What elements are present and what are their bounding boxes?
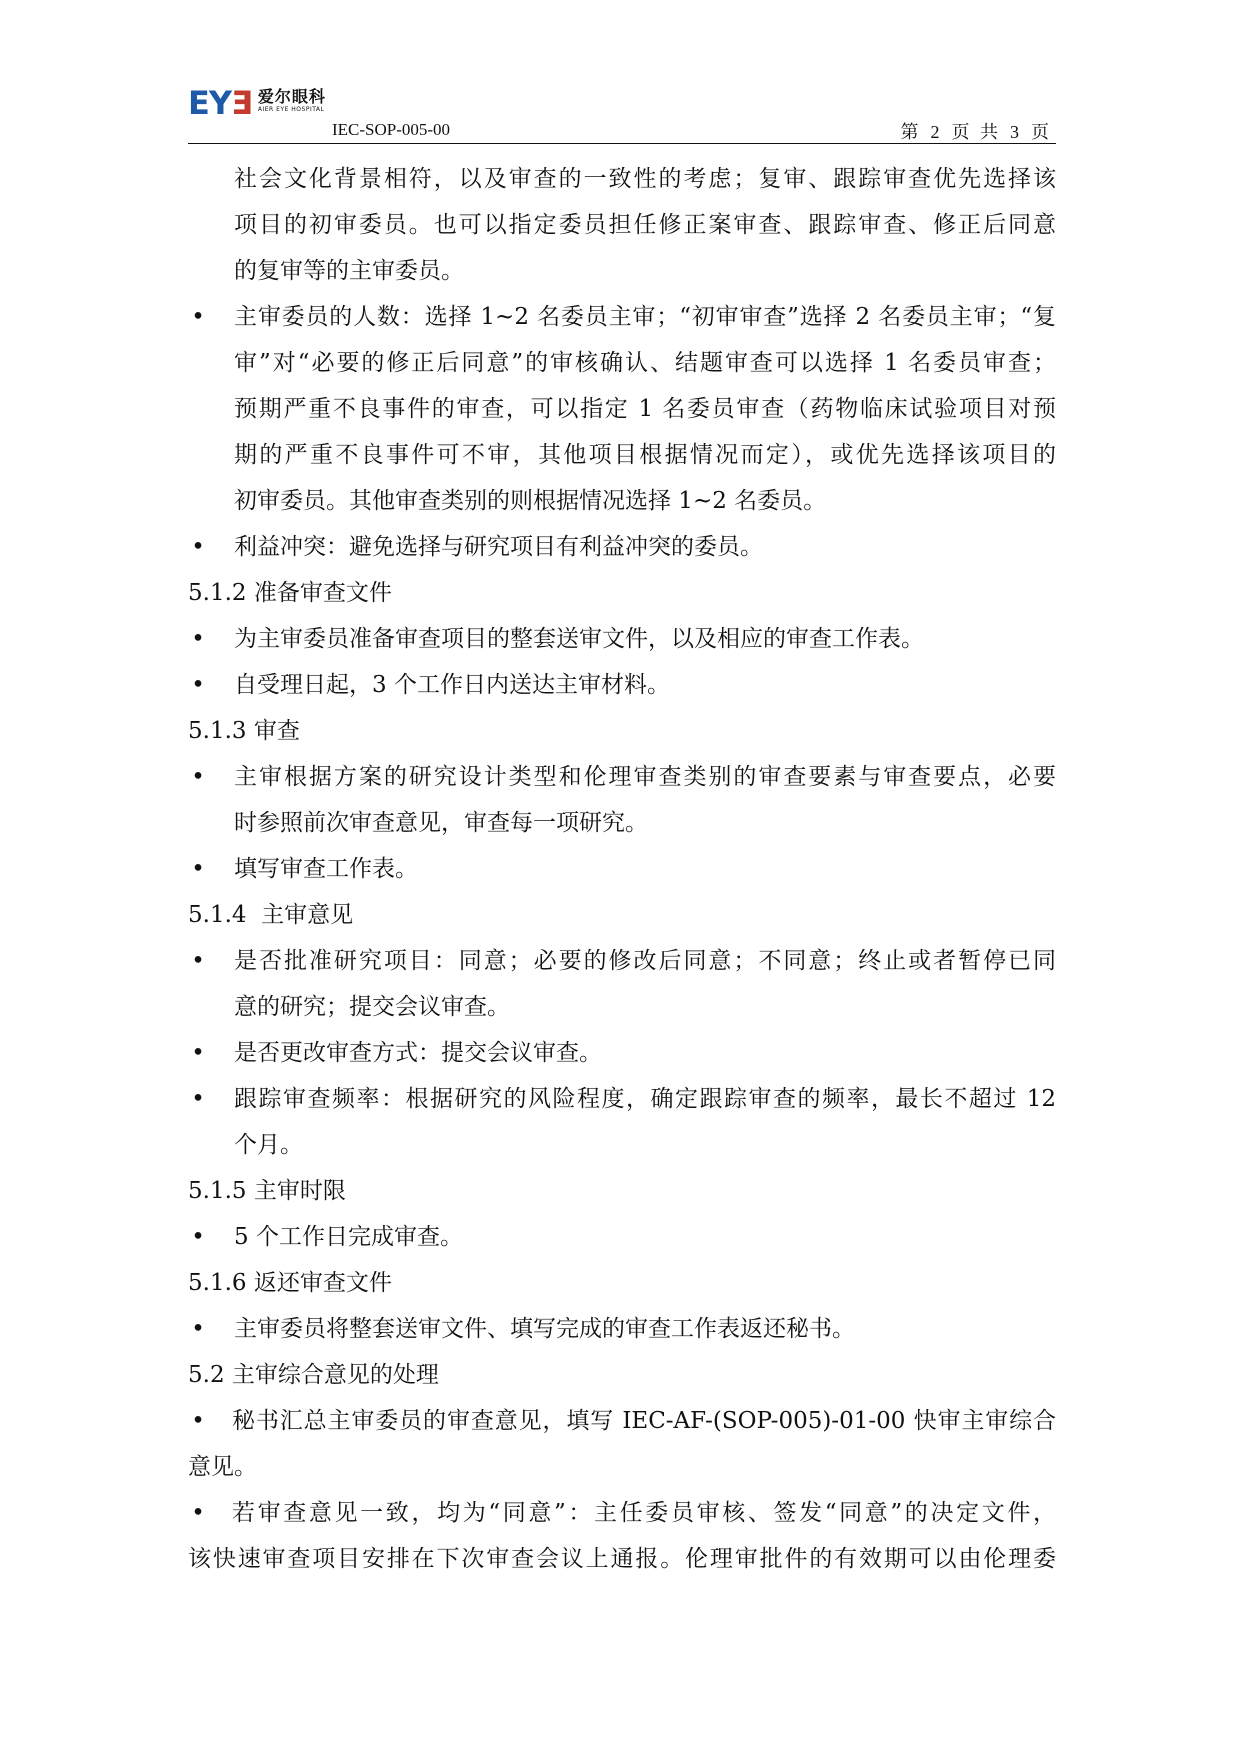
list-item [188, 1214, 1056, 1260]
page-label-pre: 第 [900, 122, 919, 142]
bullet-dot: • [191, 304, 205, 330]
logo-text [258, 88, 326, 114]
section-heading-5-1-4: 5.1.4 主审意见 [188, 902, 354, 928]
list-item [188, 616, 1056, 662]
list-item [188, 846, 1056, 892]
logo-letter-y: Y [208, 84, 232, 122]
page-number [895, 118, 1056, 144]
list-item-text: 秘书汇总主审委员的审查意见，填写 IEC-AF-(SOP-005)-01-00 快审主审综合 [232, 1408, 1056, 1434]
bullet-dot: • [191, 1086, 205, 1112]
page-label-mid: 页 共 [951, 122, 998, 142]
bullet-dot: • [191, 856, 205, 882]
paragraph-line: 审”对“必要的修正后同意”的审核确认、结题审查可以选择 1 名委员审查； [234, 350, 1056, 376]
hospital-logo [188, 84, 326, 122]
section-heading-5-1-2: 5.1.2 准备审查文件 [188, 580, 392, 606]
list-item-text: 是否批准研究项目：同意；必要的修改后同意；不同意；终止或者暂停已同 [234, 948, 1056, 974]
paragraph-line: 期的严重不良事件可不审，其他项目根据情况而定），或优先选择该项目的 [234, 442, 1056, 468]
document-code: IEC-SOP-005-00 [332, 120, 451, 139]
list-item [188, 938, 1056, 984]
list-item-text: 为主审委员准备审查项目的整套送审文件，以及相应的审查工作表。 [234, 626, 924, 652]
section-heading-5-1-3: 5.1.3 审查 [188, 718, 300, 744]
paragraph-line: 的复审等的主审委员。 [234, 258, 464, 284]
paragraph-line: 意的研究；提交会议审查。 [234, 994, 510, 1020]
bullet-dot: • [191, 1316, 205, 1342]
list-item-text: 主审委员将整套送审文件、填写完成的审查工作表返还秘书。 [234, 1316, 855, 1342]
bullet-dot: • [191, 764, 205, 790]
list-item-text: 是否更改审查方式：提交会议审查。 [234, 1040, 602, 1066]
bullet-dot: • [191, 672, 205, 698]
logo-letter-e-reversed: Ǝ [231, 84, 252, 122]
logo-chinese-name: 爱尔眼科 [257, 87, 326, 106]
bullet-dot: • [191, 1224, 205, 1250]
page-total: 3 [1010, 122, 1019, 142]
list-item [188, 1306, 1056, 1352]
section-heading-5-2: 5.2 主审综合意见的处理 [188, 1362, 439, 1388]
paragraph-line: 时参照前次审查意见，审查每一项研究。 [234, 810, 648, 836]
paragraph-line: 初审委员。其他审查类别的则根据情况选择 1~2 名委员。 [234, 488, 827, 514]
section-heading-5-1-6: 5.1.6 返还审查文件 [188, 1270, 392, 1296]
bullet-dot: • [191, 1040, 205, 1066]
logo-letter-e: E [188, 84, 209, 122]
page-current: 2 [930, 122, 940, 142]
list-item [188, 754, 1056, 800]
list-item [188, 1076, 1056, 1122]
paragraph-line: 意见。 [188, 1454, 257, 1480]
list-item-text: 跟踪审查频率：根据研究的风险程度，确定跟踪审查的频率，最长不超过 12 [234, 1086, 1056, 1112]
list-item-text: 若审查意见一致，均为“同意”：主任委员审核、签发“同意”的决定文件， [232, 1500, 1056, 1526]
document-body [188, 156, 1056, 1582]
bullet-dot: • [191, 626, 205, 652]
list-item-text: 自受理日起，3 个工作日内送达主审材料。 [234, 672, 670, 698]
paragraph-line: 个月。 [234, 1132, 303, 1158]
list-item-text: 填写审查工作表。 [234, 856, 418, 882]
list-item [188, 1030, 1056, 1076]
bullet-dot: • [191, 1500, 205, 1526]
bullet-dot: • [191, 1408, 205, 1434]
logo-english-name: AIER EYE HOSPITAL [257, 106, 325, 113]
list-item-text: 主审委员的人数：选择 1~2 名委员主审；“初审审查”选择 2 名委员主审；“复 [234, 304, 1056, 330]
page-label-post: 页 [1031, 122, 1049, 142]
list-item-text: 5 个工作日完成审查。 [234, 1224, 463, 1250]
paragraph-line: 项目的初审委员。也可以指定委员担任修正案审查、跟踪审查、修正后同意 [234, 212, 1056, 238]
list-item [188, 294, 1056, 340]
list-item [188, 1490, 1056, 1536]
paragraph-line: 该快速审查项目安排在下次审查会议上通报。伦理审批件的有效期可以由伦理委 [188, 1546, 1056, 1572]
section-heading-5-1-5: 5.1.5 主审时限 [188, 1178, 346, 1204]
bullet-dot: • [191, 534, 205, 560]
header-divider [188, 143, 1056, 144]
list-item [188, 524, 1056, 570]
list-item-text: 主审根据方案的研究设计类型和伦理审查类别的审查要素与审查要点，必要 [234, 764, 1056, 790]
paragraph-line: 预期严重不良事件的审查，可以指定 1 名委员审查（药物临床试验项目对预 [234, 396, 1056, 422]
paragraph-line: 社会文化背景相符，以及审查的一致性的考虑；复审、跟踪审查优先选择该 [234, 166, 1056, 192]
list-item-text: 利益冲突：避免选择与研究项目有利益冲突的委员。 [234, 534, 763, 560]
list-item [188, 1398, 1056, 1444]
eye-logo-mark [188, 84, 252, 122]
bullet-dot: • [191, 948, 205, 974]
list-item [188, 662, 1056, 708]
